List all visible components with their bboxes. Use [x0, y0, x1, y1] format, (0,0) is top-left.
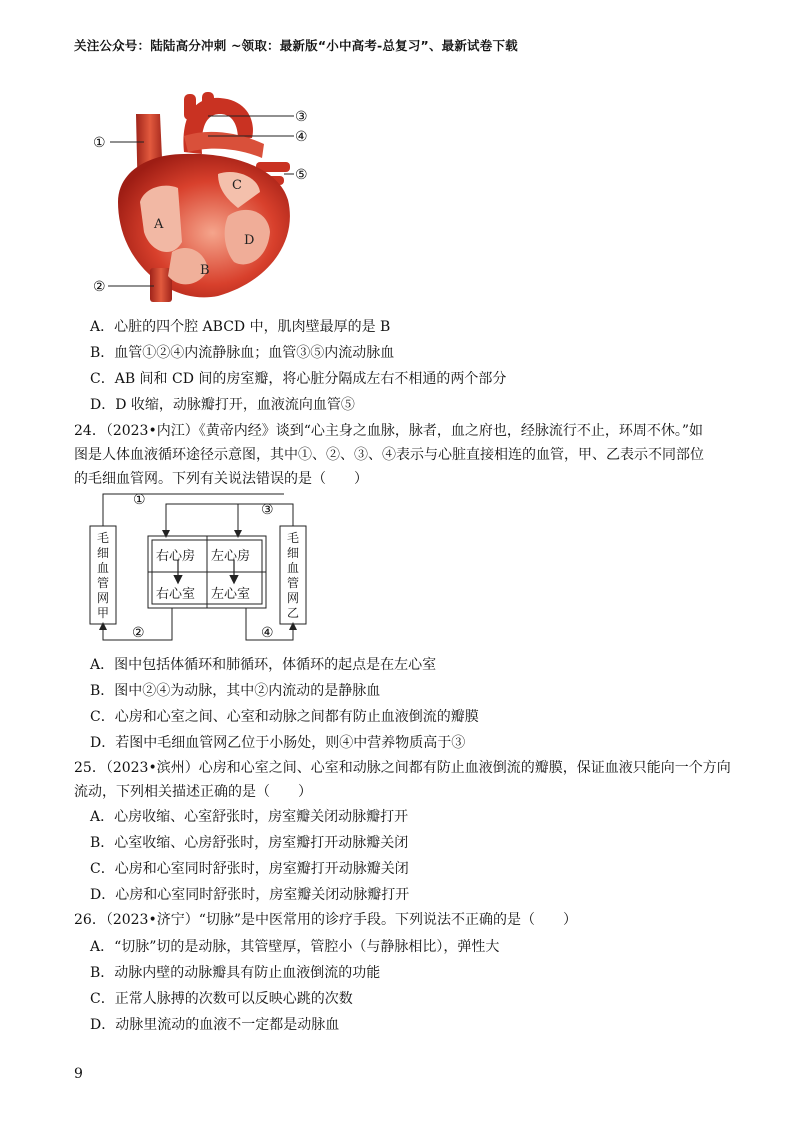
q24-option-a: A．图中包括体循环和肺循环，体循环的起点是在左心室: [90, 657, 437, 673]
q24-option-c: C．心房和心室之间、心室和动脉之间都有防止血液倒流的瓣膜: [90, 709, 479, 725]
vessel-3-label: ③: [261, 502, 274, 518]
net-jia-char: 细: [96, 546, 110, 560]
heart-illustration: [88, 92, 328, 304]
vessel-label-3: ③: [295, 109, 308, 125]
vessel-3-branch: [224, 504, 238, 536]
net-jia-char: 血: [96, 561, 110, 575]
vessel-label-4: ④: [295, 129, 308, 145]
vessel-2-label: ②: [132, 625, 145, 641]
q26-option-b: B．动脉内壁的动脉瓣具有防止血液倒流的功能: [90, 965, 381, 981]
q23-option-a: A．心脏的四个腔 ABCD 中，肌肉壁最厚的是 B: [90, 319, 391, 335]
vessel-label-5: ⑤: [295, 167, 308, 183]
q25-option-a: A．心房收缩、心室舒张时，房室瓣关闭动脉瓣打开: [90, 809, 409, 825]
vessel-label-1: ①: [93, 135, 106, 151]
q26-stem-line-1: 26．（2023•济宁）“切脉”是中医常用的诊疗手段。下列说法不正确的是（ ）: [74, 912, 578, 928]
q23-option-c: C．AB 间和 CD 间的房室瓣，将心脏分隔成左右不相通的两个部分: [90, 371, 507, 387]
q24-option-d: D．若图中毛细血管网乙位于小肠处，则④中营养物质高于③: [90, 735, 466, 751]
aorta-branch: [184, 94, 196, 120]
q25-stem-line-1: 25．（2023•滨州）心房和心室之间、心室和动脉之间都有防止血液倒流的瓣膜，保证血液只能向一个方向: [74, 760, 731, 776]
vessel-1-line: [103, 494, 284, 526]
net-yi-char: 网: [286, 591, 300, 605]
q25-option-d: D．心房和心室同时舒张时，房室瓣关闭动脉瓣打开: [90, 887, 410, 903]
net-jia-char: 毛: [96, 531, 110, 545]
net-jia-char: 甲: [96, 606, 110, 620]
q24-stem-line-3: 的毛细血管网。下列有关说法错误的是（ ）: [74, 471, 368, 487]
q26-option-c: C．正常人脉搏的次数可以反映心跳的次数: [90, 991, 353, 1007]
chamber-c-label: C: [232, 178, 242, 193]
vessel-1-label: ①: [133, 492, 146, 508]
q23-option-b: B．血管①②④内流静脉血；血管③⑤内流动脉血: [90, 345, 395, 361]
right-atrium-label: 右心房: [156, 549, 196, 564]
q24-stem-line-2: 图是人体血液循环途径示意图，其中①、②、③、④表示与心脏直接相连的血管，甲、乙表示不同部位: [74, 447, 704, 463]
net-yi-char: 细: [286, 546, 300, 560]
net-jia-char: 管: [96, 576, 110, 590]
net-yi-char: 管: [286, 576, 300, 590]
q23-option-d: D．D 收缩，动脉瓣打开，血液流向血管⑤: [90, 397, 355, 413]
chamber-a-label: A: [154, 217, 164, 232]
page-number: 9: [74, 1066, 83, 1082]
aorta-branch: [202, 92, 214, 114]
q26-option-a: A．“切脉”切的是动脉，其管壁厚，管腔小（与静脉相比），弹性大: [90, 939, 500, 955]
q25-stem-line-2: 流动，下列相关描述正确的是（ ）: [74, 784, 312, 800]
net-jia-char: 网: [96, 591, 110, 605]
left-atrium-label: 左心房: [211, 549, 251, 564]
q26-option-d: D．动脉里流动的血液不一定都是动脉血: [90, 1017, 340, 1033]
page-header: 关注公众号：陆陆高分冲刺 ~领取：最新版“小中高考-总复习”、最新试卷下载: [74, 38, 518, 53]
circulation-diagram: [80, 488, 320, 648]
q25-option-c: C．心房和心室同时舒张时，房室瓣打开动脉瓣关闭: [90, 861, 409, 877]
net-yi-char: 乙: [286, 606, 300, 620]
right-ventricle-label: 右心室: [156, 587, 196, 602]
chamber-b-label: B: [200, 263, 210, 278]
q25-option-b: B．心室收缩、心房舒张时，房室瓣打开动脉瓣关闭: [90, 835, 409, 851]
vessel-4-label: ④: [261, 625, 274, 641]
vessel-3-line: [166, 504, 293, 536]
net-yi-char: 毛: [286, 531, 300, 545]
left-ventricle-label: 左心室: [211, 587, 251, 602]
q24-option-b: B．图中②④为动脉，其中②内流动的是静脉血: [90, 683, 381, 699]
vessel-label-2: ②: [93, 279, 106, 295]
q24-stem-line-1: 24．（2023•内江）《黄帝内经》谈到“心主身之血脉，脉者，血之府也，经脉流行不止，环周不休。”如: [74, 423, 704, 439]
chamber-d-label: D: [244, 233, 255, 248]
net-yi-char: 血: [286, 561, 300, 575]
